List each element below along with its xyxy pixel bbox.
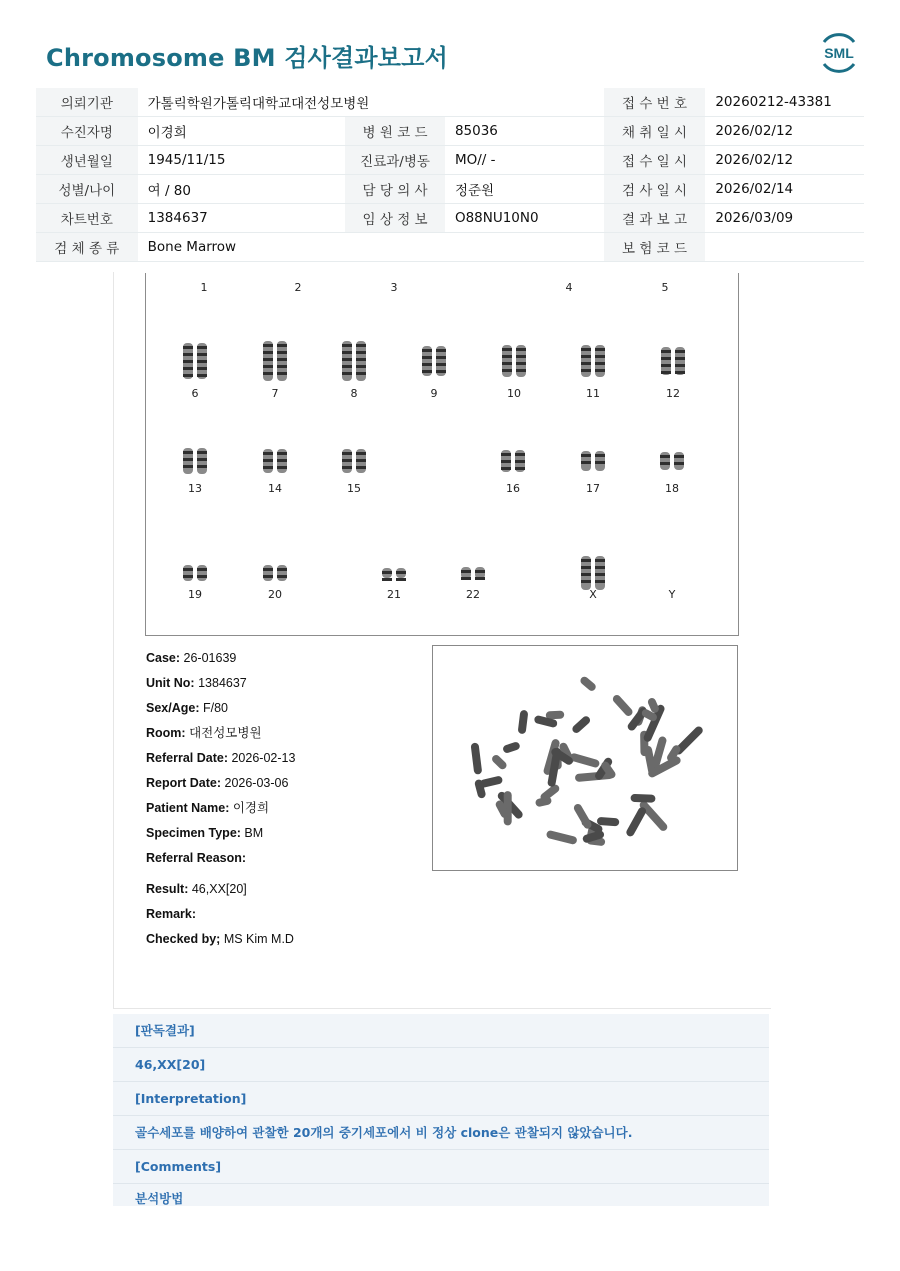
chromosome-14-b: [277, 449, 287, 473]
comments-heading: [Comments]: [113, 1150, 769, 1184]
findings-heading: [판독결과]: [113, 1014, 769, 1048]
chromosome-label-8: 8: [350, 387, 358, 400]
remark-row: [146, 902, 295, 927]
room-label: Room:: [146, 726, 186, 740]
spread-chromosome: [569, 752, 600, 768]
patient-name-value: 이경희: [232, 801, 270, 815]
info-row: [36, 233, 864, 262]
chromosome-12-a: [661, 347, 671, 375]
info-row: [36, 204, 864, 233]
chromosome-21-a: [382, 568, 392, 581]
chromosome-11-b: [595, 345, 605, 377]
referral-date-value: 2026-02-13: [231, 751, 296, 765]
chromosome-label-12: 12: [666, 387, 680, 400]
chromosome-18-a: [660, 452, 670, 470]
chromosome-12-b: [675, 347, 685, 375]
chromosome-16-a: [501, 450, 511, 472]
checked-by-label: Checked by;: [146, 932, 221, 946]
chromosome-label-18: 18: [665, 482, 679, 495]
value-report-date: 2026/03/09: [705, 204, 864, 233]
chromosome-label-9: 9: [430, 387, 438, 400]
chromosome-6-b: [197, 343, 207, 379]
chromosome-21-b: [396, 568, 406, 581]
room-value: 대전성모병원: [189, 726, 262, 740]
chromosome-8-b: [356, 341, 366, 381]
referral-date-row: [146, 746, 295, 771]
chromosome-14-a: [263, 449, 273, 473]
chromosome-label-20: 20: [268, 588, 282, 601]
chromosome-19-a: [183, 565, 193, 581]
value-chart-no: 1384637: [138, 204, 346, 233]
chromosome-label-2: 2: [294, 281, 302, 294]
spread-chromosome: [490, 753, 508, 771]
chromosome-label-4: 4: [565, 281, 573, 294]
chromosome-7-a: [263, 341, 273, 381]
patient-name-label: Patient Name:: [146, 801, 230, 815]
unit-row: [146, 671, 295, 696]
spread-chromosome: [502, 741, 521, 754]
chromosome-9-b: [436, 346, 446, 376]
spread-chromosome: [471, 742, 483, 774]
chromosome-X-b: [595, 556, 605, 590]
chromosome-17-b: [595, 451, 605, 471]
unit-value: 1384637: [198, 676, 247, 690]
spread-chromosome: [625, 806, 648, 838]
sex-age-row: [146, 696, 295, 721]
karyogram: [145, 273, 739, 636]
label-specimen-type: 검 체 종 류: [36, 233, 138, 262]
interpretation-heading: [Interpretation]: [113, 1082, 769, 1116]
chromosome-label-1: 1: [200, 281, 208, 294]
chromosome-13-a: [183, 448, 193, 474]
specimen-type-value: BM: [244, 826, 264, 840]
specimen-type-label: Specimen Type:: [146, 826, 241, 840]
chromosome-16-b: [515, 450, 525, 472]
chromosome-19-b: [197, 565, 207, 581]
chromosome-7-b: [277, 341, 287, 381]
info-row: [36, 88, 864, 117]
case-value: 26-01639: [183, 651, 237, 665]
value-insurance-code: [705, 233, 864, 262]
chromosome-label-19: 19: [188, 588, 202, 601]
chromosome-label-13: 13: [188, 482, 202, 495]
info-row: [36, 146, 864, 175]
sml-logo: [816, 30, 862, 76]
label-requester: 의뢰기관: [36, 88, 138, 117]
chromosome-20-a: [263, 565, 273, 581]
chromosome-label-15: 15: [347, 482, 361, 495]
chromosome-label-X: X: [589, 588, 597, 601]
chromosome-label-21: 21: [387, 588, 401, 601]
spread-chromosome: [611, 693, 634, 717]
method-heading: 분석방법: [113, 1184, 769, 1206]
info-row: [36, 117, 864, 146]
value-test-date: 2026/02/14: [705, 175, 864, 204]
chromosome-label-14: 14: [268, 482, 282, 495]
referral-date-label: Referral Date:: [146, 751, 228, 765]
chromosome-22-b: [475, 567, 485, 580]
chromosome-label-3: 3: [390, 281, 398, 294]
sex-age-label: Sex/Age:: [146, 701, 200, 715]
report-date-value: 2026-03-06: [224, 776, 289, 790]
spread-chromosome: [579, 675, 598, 692]
label-hospital-code: 병 원 코 드: [345, 117, 445, 146]
interpretation-text: 골수세포를 배양하여 관찰한 20개의 중기세포에서 비 정상 clone은 관찰되지 않았습니다.: [113, 1116, 769, 1150]
spread-chromosome: [546, 830, 578, 845]
label-patient-name: 수진자명: [36, 117, 138, 146]
value-sex-age: 여 / 80: [138, 175, 346, 204]
chromosome-15-b: [356, 449, 366, 473]
findings-panel: [113, 1014, 769, 1206]
value-birth-date: 1945/11/15: [138, 146, 346, 175]
result-value: 46,XX[20]: [191, 882, 247, 896]
spread-chromosome: [597, 817, 620, 827]
label-birth-date: 생년월일: [36, 146, 138, 175]
label-doctor: 담 당 의 사: [345, 175, 445, 204]
label-department: 진료과/병동: [345, 146, 445, 175]
chromosome-label-7: 7: [271, 387, 279, 400]
chromosome-10-a: [502, 345, 512, 377]
label-chart-no: 차트번호: [36, 204, 138, 233]
spread-chromosome: [571, 715, 592, 735]
value-specimen-type: Bone Marrow: [138, 233, 604, 262]
sex-age-value: F/80: [202, 701, 228, 715]
findings-result: 46,XX[20]: [113, 1048, 769, 1082]
info-row: [36, 175, 864, 204]
unit-label: Unit No:: [146, 676, 195, 690]
spread-chromosome: [518, 710, 529, 735]
value-clinical-info: O88NU10N0: [445, 204, 604, 233]
chromosome-15-a: [342, 449, 352, 473]
value-collection-date: 2026/02/12: [705, 117, 864, 146]
checked-by-value: MS Kim M.D: [223, 932, 294, 946]
chromosome-label-17: 17: [586, 482, 600, 495]
chromosome-label-5: 5: [661, 281, 669, 294]
remark-label: Remark:: [146, 907, 197, 921]
value-doctor: 정준원: [445, 175, 604, 204]
patient-name-row: [146, 796, 295, 821]
report-date-row: [146, 771, 295, 796]
spread-chromosome: [630, 794, 655, 803]
label-test-date: 검 사 일 시: [604, 175, 706, 204]
chromosome-label-10: 10: [507, 387, 521, 400]
value-receipt-date: 2026/02/12: [705, 146, 864, 175]
value-hospital-code: 85036: [445, 117, 604, 146]
patient-info-table: [36, 88, 864, 262]
specimen-type-row: [146, 821, 295, 846]
chromosome-label-22: 22: [466, 588, 480, 601]
room-row: [146, 721, 295, 746]
chromosome-22-a: [461, 567, 471, 580]
chromosome-label-11: 11: [586, 387, 600, 400]
label-receipt-no: 접 수 번 호: [604, 88, 706, 117]
chromosome-6-a: [183, 343, 193, 379]
case-details: [146, 646, 295, 952]
chromosome-11-a: [581, 345, 591, 377]
referral-reason-label: Referral Reason:: [146, 851, 247, 865]
case-label: Case:: [146, 651, 181, 665]
chromosome-label-6: 6: [191, 387, 199, 400]
label-receipt-date: 접 수 일 시: [604, 146, 706, 175]
value-requester: 가톨릭학원가톨릭대학교대전성모병원: [138, 88, 604, 117]
value-receipt-no: 20260212-43381: [705, 88, 864, 117]
chromosome-8-a: [342, 341, 352, 381]
case-row: [146, 646, 295, 671]
logo-text: SML: [824, 45, 854, 61]
result-row: [146, 877, 295, 902]
chromosome-X-a: [581, 556, 591, 590]
referral-reason-row: [146, 846, 295, 871]
result-label: Result:: [146, 882, 189, 896]
spread-chromosome: [572, 802, 593, 830]
report-date-label: Report Date:: [146, 776, 222, 790]
label-insurance-code: 보 험 코 드: [604, 233, 706, 262]
chromosome-13-b: [197, 448, 207, 474]
chromosome-18-b: [674, 452, 684, 470]
chromosome-17-a: [581, 451, 591, 471]
chromosome-10-b: [516, 345, 526, 377]
chromosome-9-a: [422, 346, 432, 376]
spread-chromosome: [479, 775, 503, 788]
report-title: Chromosome BM 검사결과보고서: [46, 44, 448, 72]
label-clinical-info: 임 상 정 보: [345, 204, 445, 233]
value-patient-name: 이경희: [138, 117, 346, 146]
checked-by-row: [146, 927, 295, 952]
chromosome-label-Y: Y: [668, 588, 676, 601]
chromosome-20-b: [277, 565, 287, 581]
label-report-date: 결 과 보 고: [604, 204, 706, 233]
label-sex-age: 성별/나이: [36, 175, 138, 204]
metaphase-spread-image: [432, 645, 738, 871]
chromosome-label-16: 16: [506, 482, 520, 495]
value-department: MO// -: [445, 146, 604, 175]
label-collection-date: 채 취 일 시: [604, 117, 706, 146]
